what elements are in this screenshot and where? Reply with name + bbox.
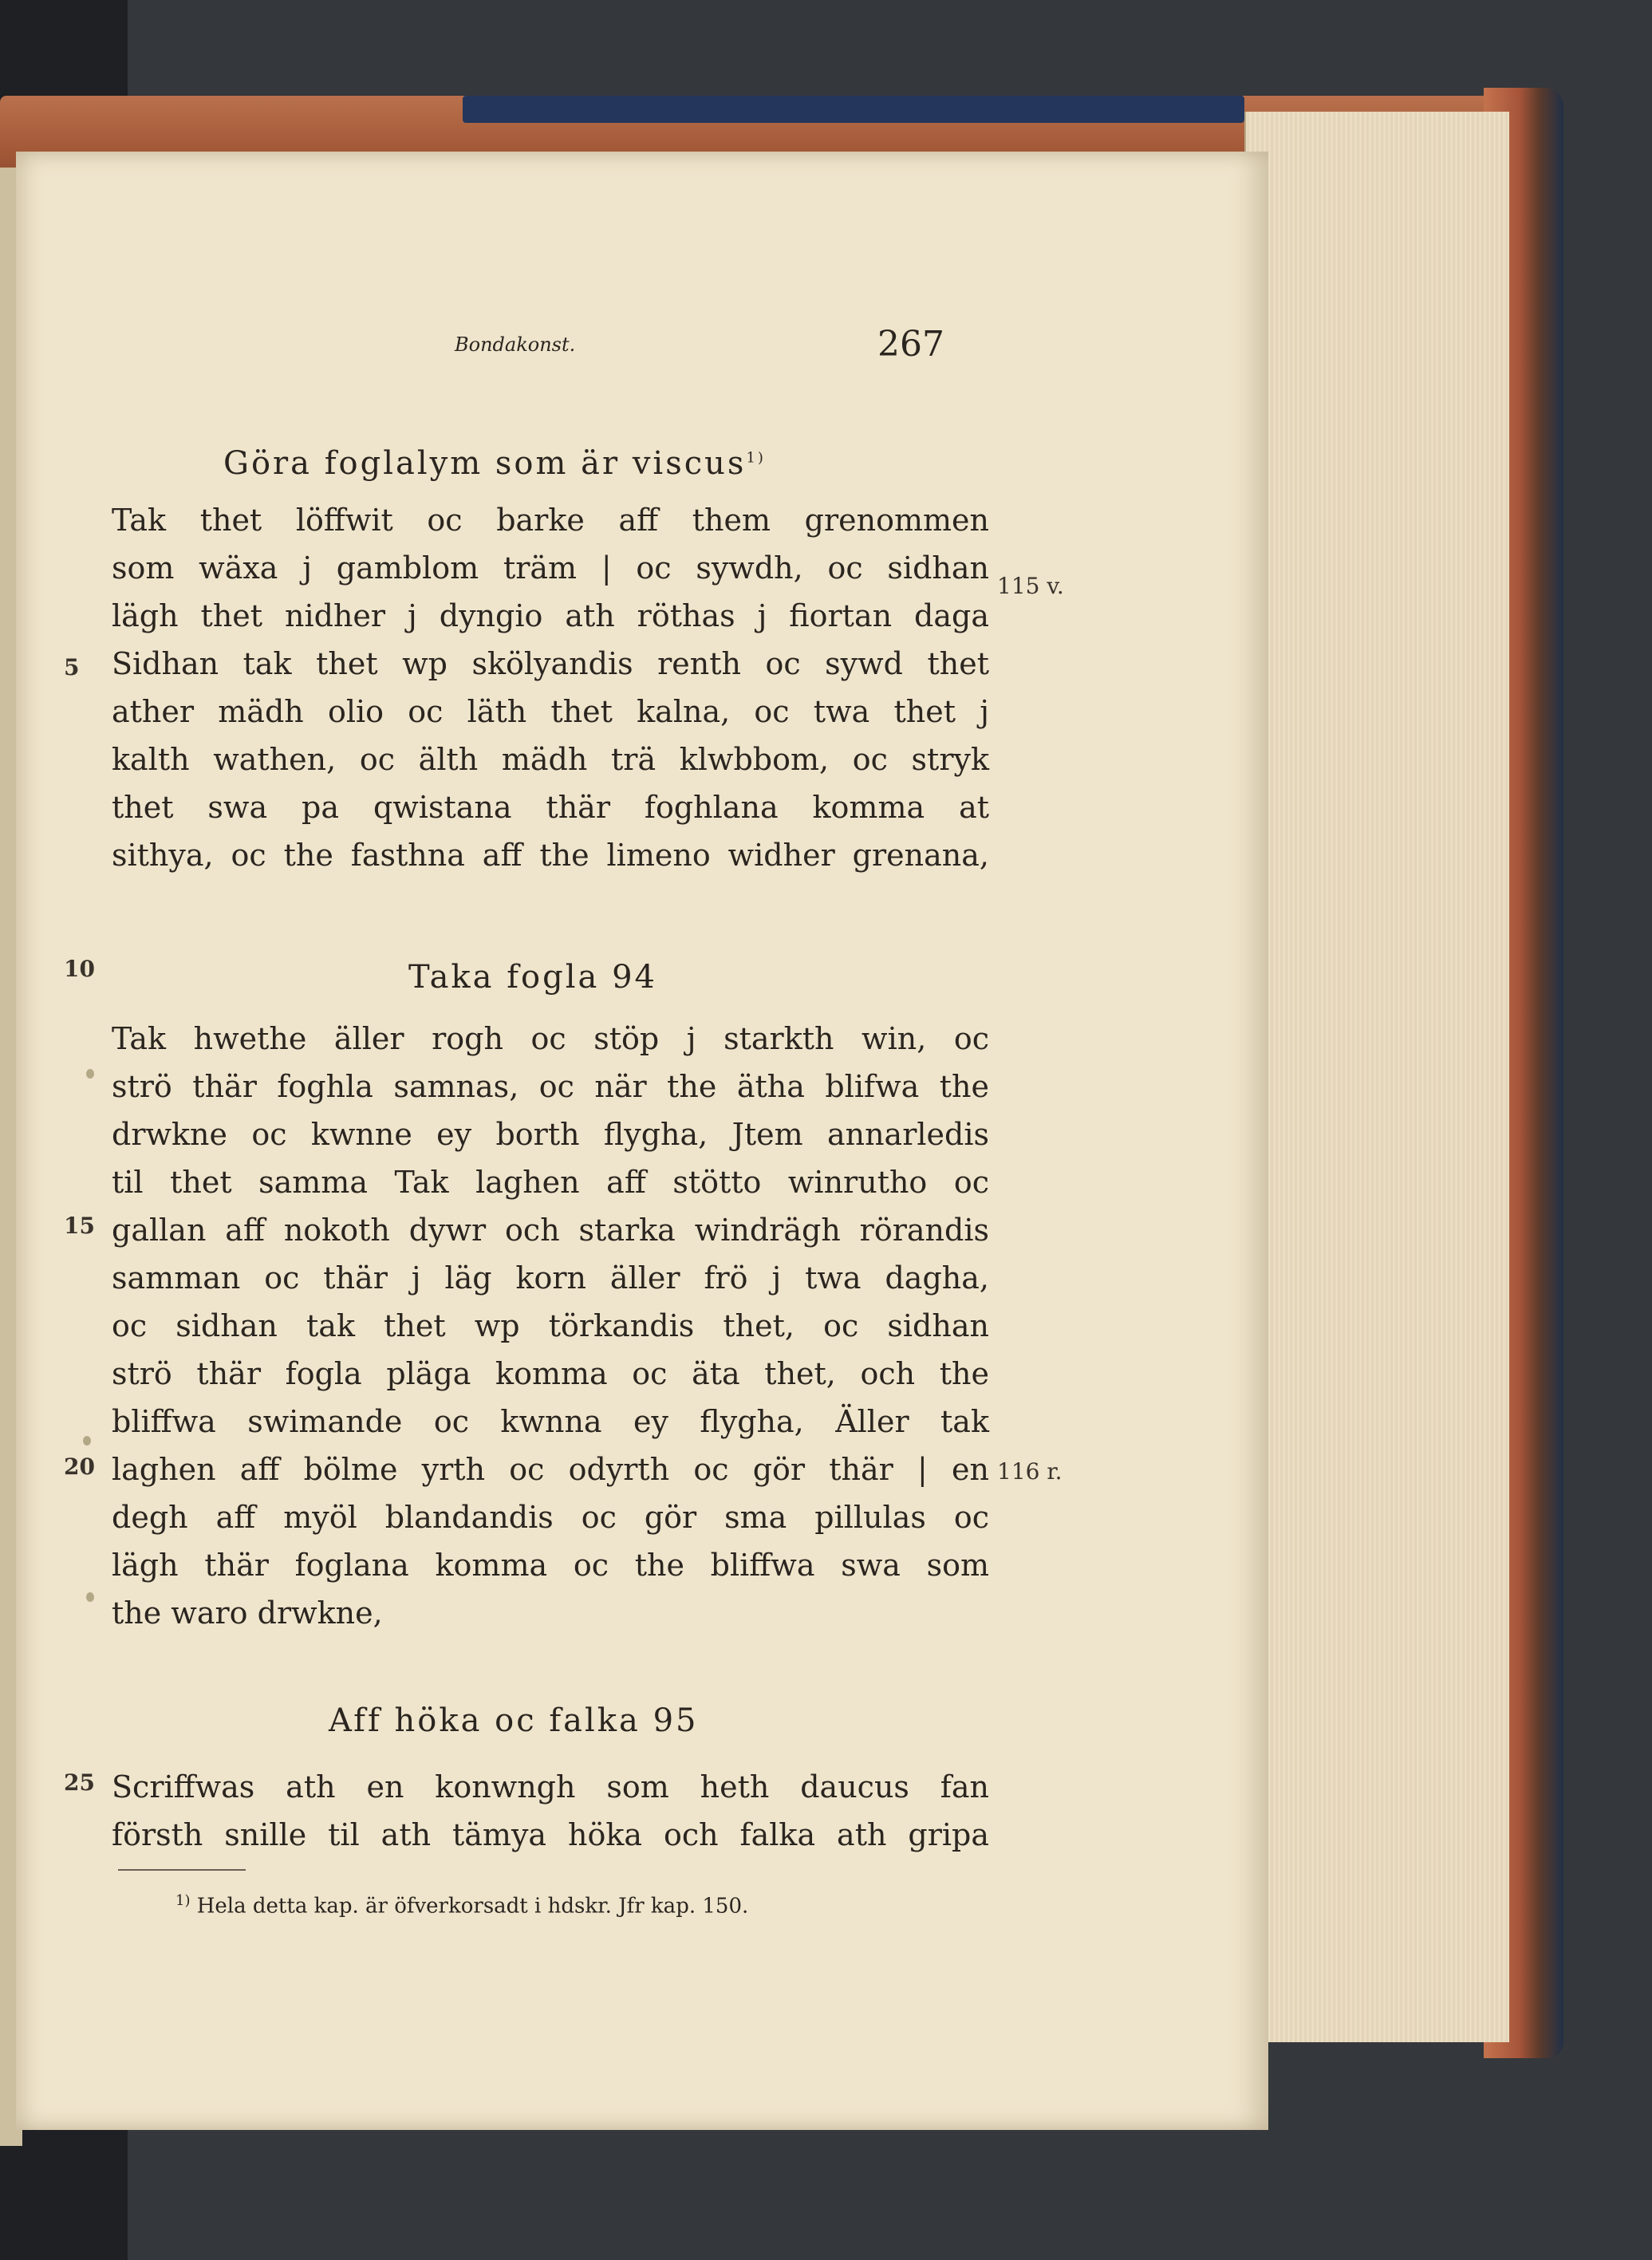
- text-line: Sidhan tak thet wp skölyandis renth oc sywd thet: [112, 646, 989, 681]
- text-line: lägh thär foglana komma oc the bliffwa swa som: [112, 1548, 989, 1583]
- section-heading: Aff höka oc falka 95: [329, 1702, 699, 1739]
- line-number: 10: [64, 956, 95, 982]
- line-number: 15: [64, 1213, 95, 1239]
- page-block-edges: [1244, 112, 1509, 2042]
- text-line: som wäxa j gamblom träm | oc sywdh, oc sidhan: [112, 550, 989, 586]
- heading-text: Göra foglalym som är viscus: [223, 445, 747, 482]
- footnote-number: 1): [175, 1892, 191, 1909]
- text-line: til thet samma Tak laghen aff stötto winrutho oc: [112, 1165, 989, 1200]
- paper-speck: [83, 1436, 91, 1446]
- footnote-rule: [118, 1869, 246, 1871]
- section-heading: Taka fogla 94: [408, 959, 657, 996]
- text-line: thet swa pa qwistana thär foghlana komma at: [112, 790, 989, 825]
- text-line: samman oc thär j läg korn äller frö j twa dagha,: [112, 1260, 989, 1296]
- paper-speck: [86, 1069, 94, 1079]
- footnote: [175, 1892, 748, 1919]
- text-line: strö thär foghla samnas, oc när the ätha blifwa the: [112, 1069, 989, 1104]
- text-line: gallan aff nokoth dywr och starka windrägh rörandis: [112, 1213, 989, 1248]
- text-line: ather mädh olio oc läth thet kalna, oc twa thet j: [112, 694, 989, 729]
- text-line: degh aff myöl blandandis oc gör sma pillulas oc: [112, 1500, 989, 1535]
- line-number: 25: [64, 1769, 95, 1796]
- footnote-text: Hela detta kap. är öfverkorsadt i hdskr. Jfr kap. 150.: [196, 1894, 749, 1919]
- cover-spine-strip: [463, 96, 1244, 123]
- text-line: the waro drwkne,: [112, 1595, 383, 1631]
- text-line: bliffwa swimande oc kwnna ey flygha, Äller tak: [112, 1404, 989, 1439]
- text-line: försth snille til ath tämya höka och falka ath gripa: [112, 1817, 989, 1852]
- text-line: Tak hwethe äller rogh oc stöp j starkth win, oc: [112, 1021, 989, 1056]
- text-line: laghen aff bölme yrth oc odyrth oc gör thär | en: [112, 1452, 989, 1487]
- text-line: Tak thet löffwit oc barke aff them grenommen: [112, 503, 989, 538]
- text-line: oc sidhan tak thet wp törkandis thet, oc sidhan: [112, 1308, 989, 1343]
- text-line: strö thär fogla pläga komma oc äta thet, och the: [112, 1356, 989, 1391]
- line-number: 20: [64, 1453, 95, 1480]
- line-number: 5: [64, 654, 80, 680]
- paper-speck: [86, 1592, 94, 1602]
- footnote-marker: 1): [746, 449, 766, 467]
- section-heading: [223, 445, 766, 482]
- margin-reference: 115 v.: [997, 573, 1064, 599]
- text-line: Scriffwas ath en konwngh som heth daucus fan: [112, 1769, 989, 1804]
- text-line: lägh thet nidher j dyngio ath röthas j fiortan daga: [112, 598, 989, 633]
- margin-reference: 116 r.: [997, 1458, 1063, 1485]
- text-line: kalth wathen, oc älth mädh trä klwbbom, oc stryk: [112, 742, 989, 777]
- text-line: sithya, oc the fasthna aff the limeno widher grenana,: [112, 838, 989, 873]
- running-header: Bondakonst.: [455, 333, 576, 356]
- text-line: drwkne oc kwnne ey borth flygha, Jtem annarledis: [112, 1117, 989, 1152]
- page-number: 267: [877, 324, 944, 365]
